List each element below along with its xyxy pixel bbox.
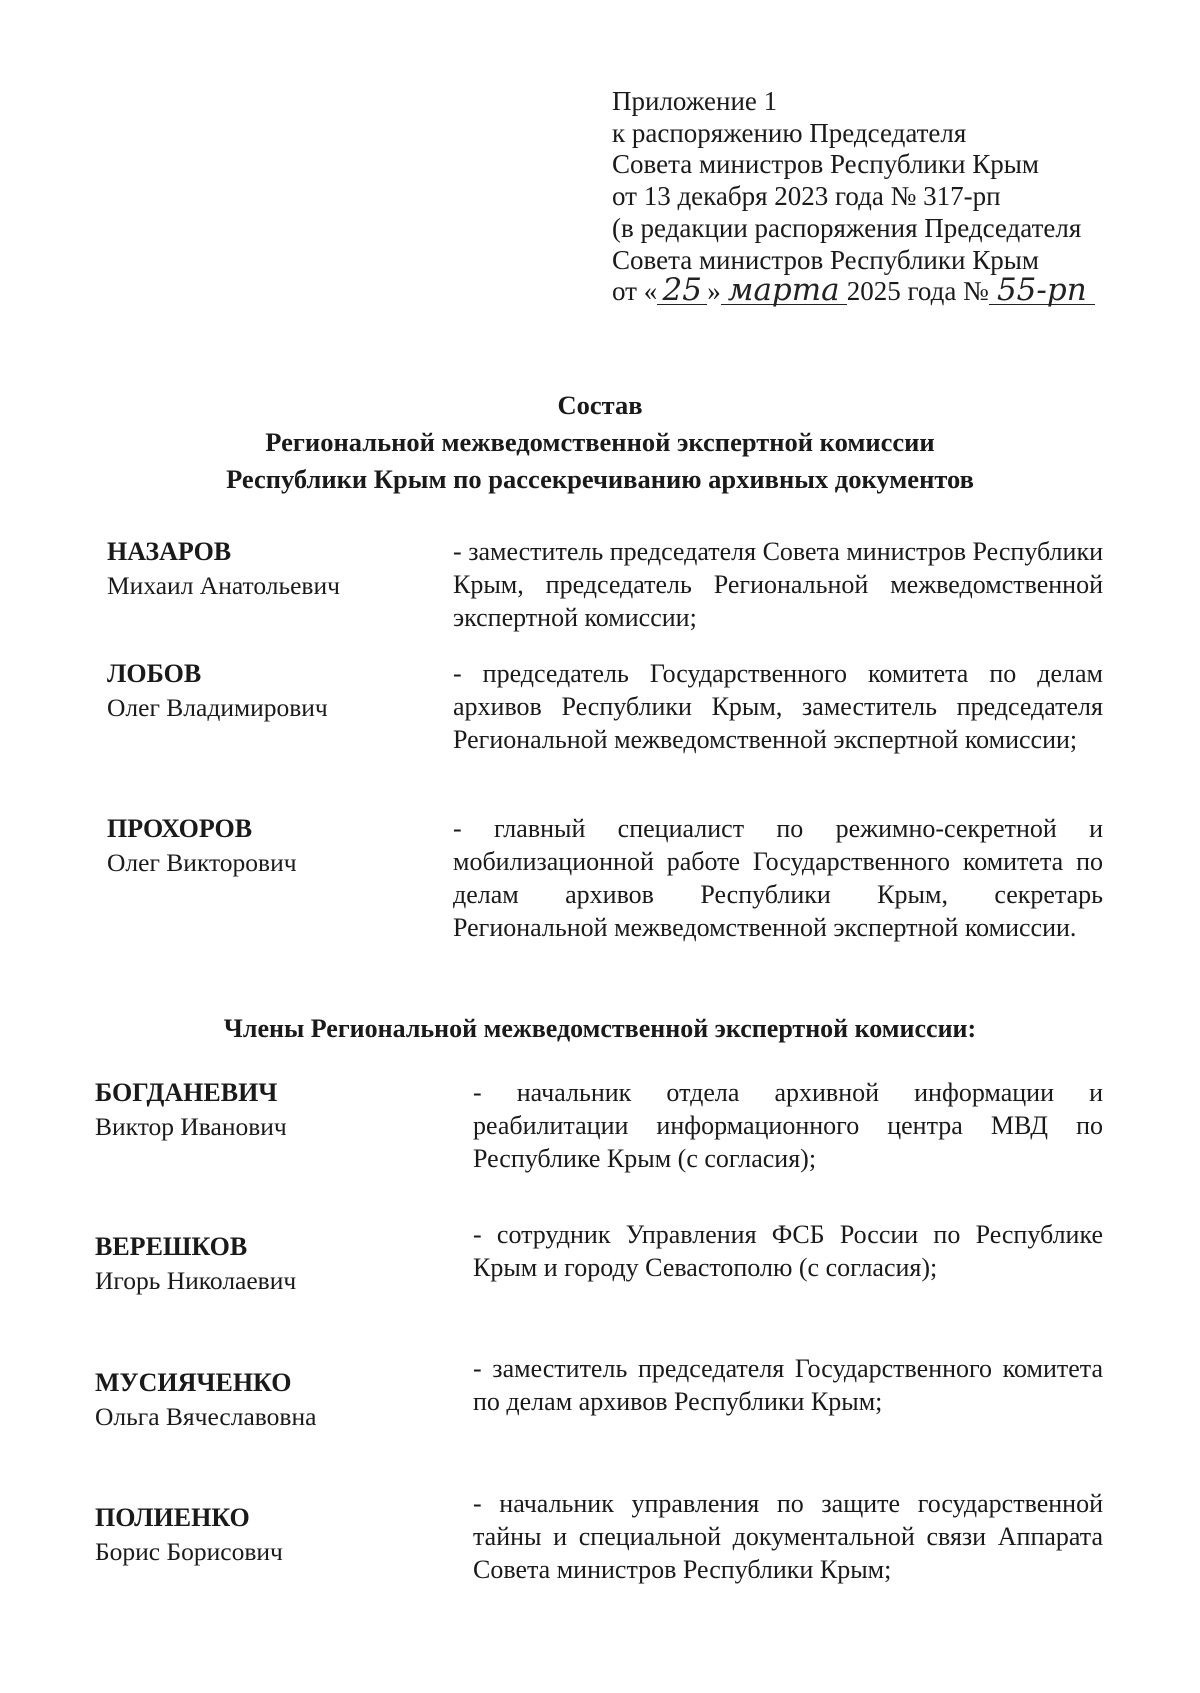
person-given-name: Игорь Николаевич <box>95 1266 297 1295</box>
person-role: - сотрудник Управления ФСБ России по Республике Крым и городу Севастополю (с согласия); <box>473 1220 1103 1282</box>
members-heading: Члены Региональной межведомственной экспертной комиссии: <box>223 1014 977 1043</box>
person-surname: НАЗАРОВ <box>107 537 232 566</box>
person-name <box>107 812 297 880</box>
appendix-date-line <box>612 272 1095 309</box>
person-name <box>95 1501 283 1569</box>
appendix-block <box>612 86 1095 308</box>
person-given-name: Виктор Иванович <box>95 1112 287 1141</box>
person-given-name: Олег Викторович <box>107 848 297 877</box>
person-given-name: Михаил Анатольевич <box>107 571 340 600</box>
person-given-name: Ольга Вячеславовна <box>95 1402 317 1431</box>
person-surname: ПОЛИЕНКО <box>95 1503 250 1532</box>
appendix-line: от 13 декабря 2023 года № 317-рп <box>612 181 1001 212</box>
appendix-line: (в редакции распоряжения Председателя <box>612 212 1082 243</box>
person-given-name: Олег Владимирович <box>107 693 328 722</box>
person-role: - начальник отдела архивной информации и реабилитации информационного центра МВД по Республике Крым (с согласия); <box>473 1078 1103 1173</box>
person-role: - заместитель председателя Государственного комитета по делам архивов Республики Крым; <box>473 1354 1103 1416</box>
date-quote: » <box>707 276 721 307</box>
person-name <box>107 657 328 725</box>
person-role: - главный специалист по режимно-секретной и мобилизационной работе Государственного комитета по делам архивов Республики Крым, секретарь Региональной межведомственной экспертной комиссии. <box>453 814 1103 942</box>
handwritten-number: 55-рп <box>989 276 1095 305</box>
title-line: Состав <box>557 390 643 420</box>
date-year: 2025 года № <box>846 276 989 307</box>
handwritten-day: 25 <box>657 276 707 305</box>
person-role: - председатель Государственного комитета по делам архивов Республики Крым, заместитель председателя Региональной межведомственной экспертной комиссии; <box>453 659 1103 754</box>
appendix-line: к распоряжению Председателя <box>612 117 967 148</box>
document-title <box>100 387 1100 498</box>
person-name <box>95 1076 287 1144</box>
person-given-name: Борис Борисович <box>95 1537 283 1566</box>
appendix-line: Приложение 1 <box>612 86 778 116</box>
appendix-line: Совета министров Республики Крым <box>612 244 1039 275</box>
person-name <box>95 1230 296 1298</box>
person-surname: ЛОБОВ <box>107 659 202 688</box>
person-name <box>107 535 340 603</box>
date-prefix: от « <box>612 276 658 307</box>
person-surname: ПРОХОРОВ <box>107 814 253 843</box>
person-role: - начальник управления по защите государственной тайны и специальной документальной связи Аппарата Совета министров Республики Крым; <box>473 1489 1103 1584</box>
person-role: - заместитель председателя Совета министров Республики Крым, председатель Региональной межведомственной экспертной комиссии; <box>453 537 1103 632</box>
title-line: Республики Крым по рассекречиванию архивных документов <box>226 464 974 494</box>
handwritten-month: марта <box>721 276 847 305</box>
appendix-line: Совета министров Республики Крым <box>612 149 1039 180</box>
person-surname: МУСИЯЧЕНКО <box>95 1368 292 1397</box>
person-surname: ВЕРЕШКОВ <box>95 1232 248 1261</box>
title-line: Региональной межведомственной экспертной комиссии <box>265 427 935 457</box>
person-surname: БОГДАНЕВИЧ <box>95 1078 278 1107</box>
person-name <box>95 1366 316 1434</box>
